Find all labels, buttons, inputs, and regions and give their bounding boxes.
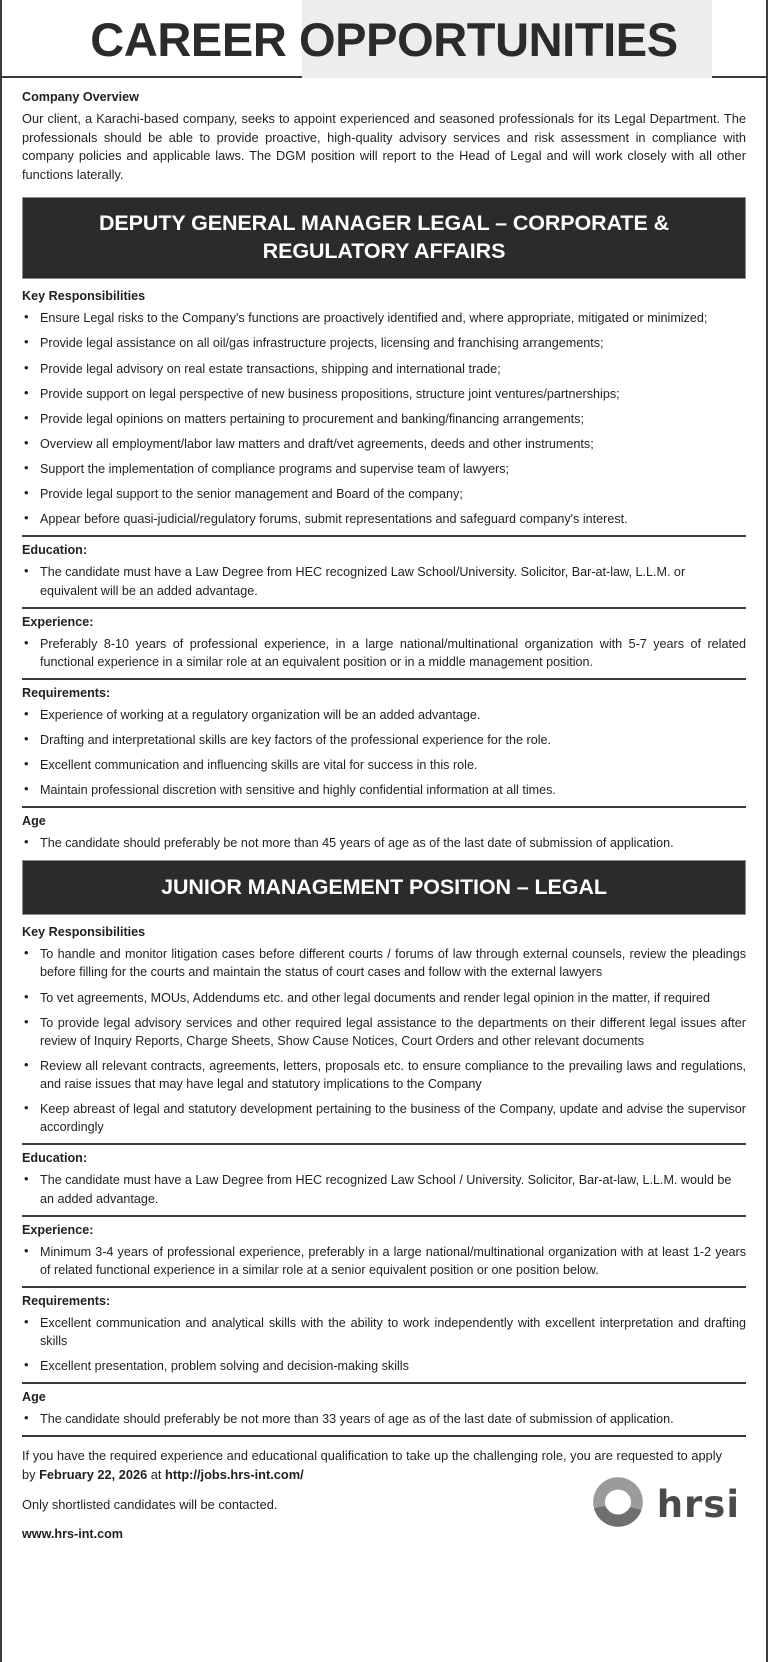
section-divider	[22, 1382, 746, 1384]
age-list	[22, 834, 746, 852]
list-item: • The candidate must have a Law Degree from HEC recognized Law School/University. Solicitor, Bar-at-law, L.L.M. or equivalent will be an added advantage.	[22, 563, 746, 599]
requirements-label: Requirements:	[22, 685, 111, 700]
company-overview-label: Company Overview	[22, 90, 139, 104]
list-item: • Preferably 8-10 years of professional experience, in a large national/multinational organization with 5-7 years of related functional experience in a similar role at an equivalent position or in a middle management position.	[22, 635, 746, 671]
section-divider	[22, 535, 746, 537]
hrsi-logo	[587, 1471, 740, 1533]
experience-label: Experience:	[22, 1222, 94, 1237]
position-block-junior-legal	[22, 860, 746, 1429]
age-label: Age	[22, 1390, 46, 1405]
company-overview-text: Our client, a Karachi-based company, seeks to appoint experienced and seasoned professionals for its Legal Department. The professionals should be able to provide proactive, high-quality advisory services and risk assessment in compliance with company policies and applicable laws. The DGM position will report to the Head of Legal and will work closely with all other functions laterally.	[22, 111, 746, 183]
list-item: • Keep abreast of legal and statutory development pertaining to the business of the Company, update and advise the supervisor accordingly	[22, 1100, 746, 1136]
key-responsibilities-list	[22, 945, 746, 1136]
position-title-bar: JUNIOR MANAGEMENT POSITION – LEGAL	[22, 860, 746, 916]
position-title-bar: DEPUTY GENERAL MANAGER LEGAL – CORPORATE & REGULATORY AFFAIRS	[22, 197, 746, 280]
experience-list	[22, 635, 746, 671]
hrsi-wordmark: hrsi	[656, 1482, 740, 1526]
list-item: • The candidate must have a Law Degree from HEC recognized Law School / University. Solicitor, Bar-at-law, L.L.M. would be an added advantage.	[22, 1171, 746, 1207]
list-item: • Provide support on legal perspective of new business propositions, structure joint ventures/partnerships;	[22, 385, 746, 403]
list-item: • Provide legal assistance on all oil/gas infrastructure projects, licensing and franchising arrangements;	[22, 334, 746, 352]
list-item: • Review all relevant contracts, agreements, letters, proposals etc. to ensure compliance to the prevailing laws and regulations, and raise issues that may have legal and statutory implications to the Company	[22, 1057, 746, 1093]
education-label: Education:	[22, 543, 88, 558]
key-responsibilities-label: Key Responsibilities	[22, 289, 146, 304]
list-item: • Drafting and interpretational skills are key factors of the professional experience for the role.	[22, 731, 746, 749]
education-list	[22, 1171, 746, 1207]
footer-divider	[22, 1435, 746, 1437]
footer	[22, 1443, 746, 1543]
list-item: • The candidate should preferably be not more than 33 years of age as of the last date of submission of application.	[22, 1410, 746, 1428]
list-item: • To vet agreements, MOUs, Addendums etc. and other legal documents and render legal opinion in the matter, if required	[22, 989, 746, 1007]
position-block-dgm-legal	[22, 197, 746, 853]
list-item: • Provide legal opinions on matters pertaining to procurement and banking/financing arrangements;	[22, 410, 746, 428]
list-item: • To handle and monitor litigation cases before different courts / forums of law through external counsels, review the pleadings before filling for the courts and maintain the status of court cases and follow with the external lawyers	[22, 945, 746, 981]
apply-url-link[interactable]: http://jobs.hrs-int.com/	[165, 1467, 304, 1483]
list-item: • Support the implementation of compliance programs and supervise team of lawyers;	[22, 460, 746, 478]
education-label: Education:	[22, 1151, 88, 1166]
experience-label: Experience:	[22, 614, 94, 629]
document-body	[2, 78, 766, 1544]
requirements-label: Requirements:	[22, 1293, 111, 1308]
apply-mid-text: at	[147, 1467, 166, 1483]
apply-deadline-date: February 22, 2026	[39, 1467, 148, 1483]
section-divider	[22, 806, 746, 808]
requirements-list	[22, 706, 746, 800]
key-responsibilities-label: Key Responsibilities	[22, 925, 146, 940]
list-item: • To provide legal advisory services and other required legal assistance to the departments on their different legal issues after review of Inquiry Reports, Charge Sheets, Show Cause Notices, Court Orders and other relevant documents	[22, 1014, 746, 1050]
section-divider	[22, 607, 746, 609]
list-item: • Appear before quasi-judicial/regulatory forums, submit representations and safeguard company's interest.	[22, 510, 746, 528]
education-list	[22, 563, 746, 599]
list-item: • Excellent communication and influencing skills are vital for success in this role.	[22, 756, 746, 774]
age-label: Age	[22, 814, 46, 829]
list-item: • Provide legal support to the senior management and Board of the company;	[22, 485, 746, 503]
experience-list	[22, 1243, 746, 1279]
list-item: • Ensure Legal risks to the Company's functions are proactively identified and, where appropriate, mitigated or minimized;	[22, 309, 746, 327]
age-list	[22, 1410, 746, 1428]
section-divider	[22, 1286, 746, 1288]
apply-lead-text: If you have the required experience and educational qualification to take up the challenging role, you are requested to apply by	[22, 1448, 722, 1483]
list-item: • Excellent presentation, problem solving and decision-making skills	[22, 1357, 746, 1375]
list-item: • Maintain professional discretion with sensitive and highly confidential information at all times.	[22, 781, 746, 799]
list-item: • Minimum 3-4 years of professional experience, preferably in a large national/multinational organization with at least 1-2 years of related functional experience in a similar role at a senior equivalent position or one position below.	[22, 1243, 746, 1279]
masthead	[2, 0, 766, 78]
shortlist-note: Only shortlisted candidates will be contacted.	[22, 1496, 278, 1512]
list-item: • The candidate should preferably be not more than 45 years of age as of the last date of submission of application.	[22, 834, 746, 852]
company-overview-section	[22, 90, 746, 185]
section-divider	[22, 678, 746, 680]
section-divider	[22, 1143, 746, 1145]
list-item: • Experience of working at a regulatory organization will be an added advantage.	[22, 706, 746, 724]
list-item: • Overview all employment/labor law matters and draft/vet agreements, deeds and other instruments;	[22, 435, 746, 453]
company-website[interactable]: www.hrs-int.com	[22, 1527, 123, 1542]
list-item: • Provide legal advisory on real estate transactions, shipping and international trade;	[22, 360, 746, 378]
section-divider	[22, 1215, 746, 1217]
list-item: • Excellent communication and analytical skills with the ability to work independently with excellent interpretation and drafting skills	[22, 1314, 746, 1350]
requirements-list	[22, 1314, 746, 1375]
hrsi-ring-icon	[587, 1471, 649, 1533]
page-title: CAREER OPPORTUNITIES	[90, 13, 678, 66]
key-responsibilities-list	[22, 309, 746, 528]
